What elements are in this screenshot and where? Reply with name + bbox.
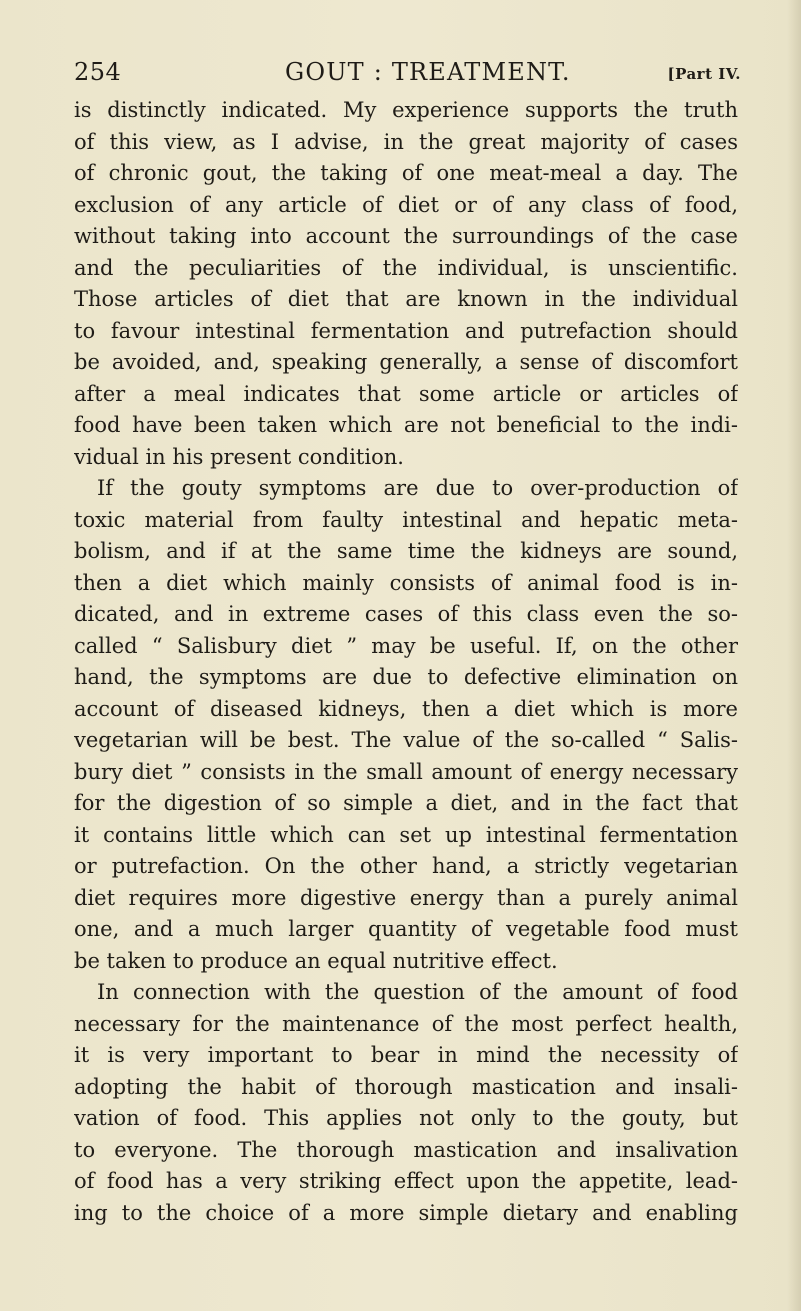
running-title: GOUT : TREATMENT. (285, 58, 571, 86)
text-line: to everyone. The thorough mastication and insalivation (74, 1137, 738, 1162)
text-line: be avoided, and, speaking generally, a sense of discomfort (74, 350, 738, 374)
text-line: called “ Salisbury diet ” may be useful. If, on the other (74, 633, 738, 658)
text-line: and the peculiarities of the individual, is unscientific. (74, 255, 738, 280)
text-line: to favour intestinal fermentation and putrefaction should (74, 318, 738, 343)
text-line: it is very important to bear in mind the necessity of (74, 1043, 738, 1067)
text-line: be taken to produce an equal nutritive effect. (74, 948, 558, 973)
text-line: is distinctly indicated. My experience supports the truth (74, 98, 738, 122)
part-label: [Part IV. (667, 65, 741, 83)
text-line: diet requires more digestive energy than a purely animal (74, 885, 738, 910)
text-line: account of diseased kidneys, then a diet which is more (74, 696, 738, 721)
page-number: 254 (74, 58, 122, 86)
text-line: bury diet ” consists in the small amount of energy necessary (74, 759, 738, 784)
text-line: necessary for the maintenance of the most perfect health, (74, 1011, 738, 1036)
text-line: bolism, and if at the same time the kidneys are sound, (74, 539, 738, 563)
text-line: Those articles of diet that are known in the individual (74, 287, 738, 311)
text-line: hand, the symptoms are due to defective elimination on (74, 665, 738, 689)
text-line: vidual in his present condition. (74, 444, 404, 469)
text-line: without taking into account the surroundings of the case (74, 224, 738, 248)
text-line: one, and a much larger quantity of vegetable food must (74, 917, 738, 941)
text-line: exclusion of any article of diet or of any class of food, (74, 192, 738, 217)
page-edge-shadow (787, 0, 801, 1311)
text-line: of chronic gout, the taking of one meat-meal a day. The (74, 161, 738, 185)
text-line: In connection with the question of the amount of food (97, 980, 738, 1004)
text-line: If the gouty symptoms are due to over-production of (97, 476, 738, 500)
text-line: ing to the choice of a more simple dietary and enabling (74, 1200, 738, 1225)
text-line: vation of food. This applies not only to the gouty, but (74, 1106, 738, 1130)
text-line: or putrefaction. On the other hand, a strictly vegetarian (74, 854, 738, 878)
text-line: then a diet which mainly consists of animal food is in- (74, 570, 738, 595)
text-line: vegetarian will be best. The value of the so-called “ Salis- (74, 728, 738, 752)
body-text (74, 95, 738, 1229)
text-line: after a meal indicates that some article or articles of (74, 381, 738, 406)
text-line: adopting the habit of thorough mastication and insali- (74, 1074, 738, 1099)
text-line: food have been taken which are not beneficial to the indi- (74, 413, 738, 437)
text-line: for the digestion of so simple a diet, and in the fact that (74, 791, 738, 815)
text-line: of this view, as I advise, in the great majority of cases (74, 129, 738, 154)
text-line: toxic material from faulty intestinal and hepatic meta- (74, 507, 738, 532)
running-head (74, 58, 741, 94)
text-line: of food has a very striking effect upon the appetite, lead- (74, 1169, 738, 1193)
text-line: it contains little which can set up intestinal fermentation (74, 822, 738, 847)
text-line: dicated, and in extreme cases of this class even the so- (74, 602, 738, 626)
